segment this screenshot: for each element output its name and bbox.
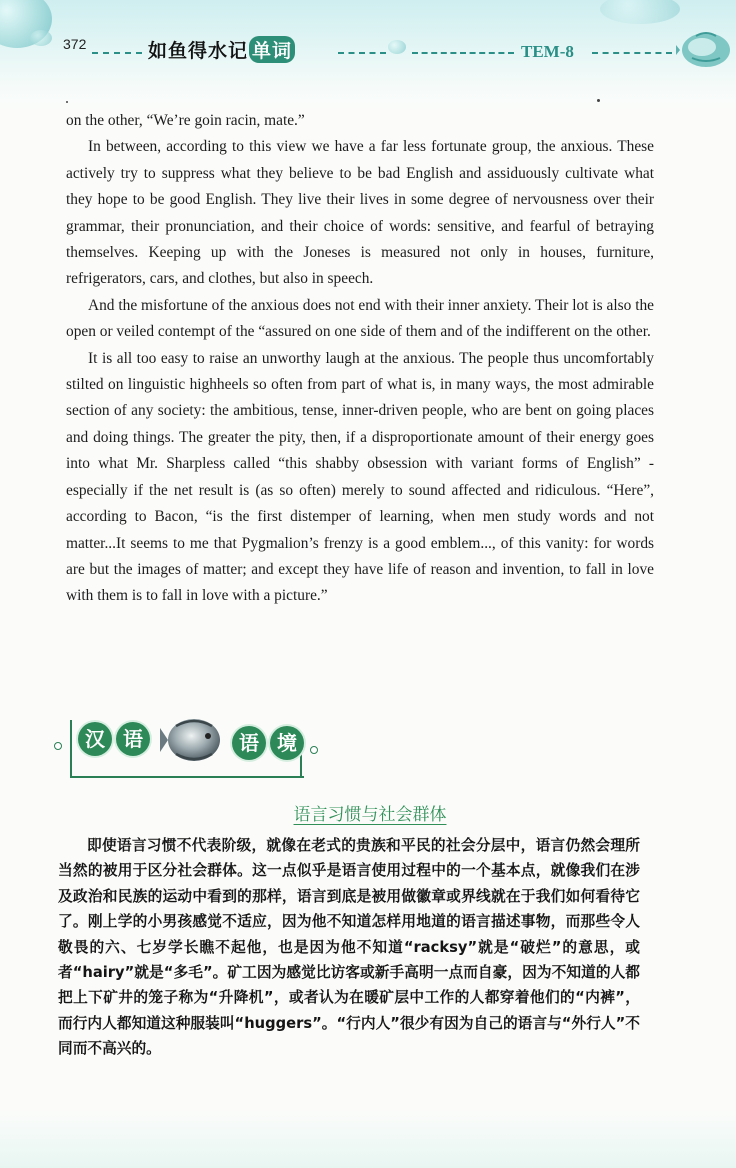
header-divider [592,52,672,56]
book-title-highlight: 单词 [249,36,295,63]
english-paragraph: And the misfortune of the anxious does not end with their inner anxiety. Their lot is also the open or veiled contempt of the “assured on one side of them and of the indifferent on the other. [66,296,654,341]
decorative-bubble [30,30,52,46]
chinese-section-title: 语言习惯与社会群体 [293,805,447,825]
english-paragraph: on the other, “We’re goin racin, mate.” [66,112,305,129]
decorative-bubble [600,0,680,24]
banner-char: 语 [232,726,266,760]
header-divider [412,52,514,56]
fish-icon [676,28,734,72]
book-title-main: 如鱼得水记 [148,40,249,62]
header-divider [92,52,142,56]
english-paragraph: In between, according to this view we have a far less fortunate group, the anxious. These actively try to suppress what they believe to be bad English and assiduously cultivate what they hope to be good English. They live their lives in some degree of nervousness over their grammar, their pronunciation, and their choice of words: sensitive, and fearful of betraying themselves. Keeping up with the Joneses is measured not only in houses, furniture, refrigerators, cars, and clothes, but also in speech. [66,138,654,288]
print-speck [597,99,600,102]
print-speck [66,101,68,103]
banner-char: 汉 [78,722,112,756]
decorative-bubble [388,40,406,54]
english-passage [66,108,654,610]
book-title [148,36,295,63]
chinese-paragraph: 即使语言习惯不代表阶级，就像在老式的贵族和平民的社会分层中，语言仍然会理所当然的被用于区分社会群体。这一点似乎是语言使用过程中的一个基本点，就像我们在涉及政治和民族的运动中看到的那样，语言到底是被用做徽章或界线就在于我们如何看待它了。刚上学的小男孩感觉不适应，因为他不知道怎样用地道的语言描述事物，而那些令人敬畏的六、七岁学长瞧不起他，也是因为他不知道“racksy”就是“破烂”的意思，或者“hairy”就是“多毛”。矿工因为感觉比访客或新手高明一点而自豪，因为不知道的人都把上下矿井的笼子称为“升降机”，或者认为在暖矿层中工作的人都穿着他们的“内裤”，而行内人都知道这种服装叫“huggers”。“行内人”很少有因为自己的语言与“外行人”不同而不高兴的。 [58,837,640,1058]
fish-icon [160,712,224,766]
banner-dot [54,742,62,750]
page-header [0,0,736,110]
english-paragraph: It is all too easy to raise an unworthy laugh at the anxious. The people thus uncomfortably stilted on linguistic highheels so often from part of what is, in many ways, the most admirable section of any society: the ambitious, tense, inner-driven people, who are bent on going places and doing things. The greater the pity, then, if a disproportionate amount of their energy goes into what Mr. Sharpless called “this shabby obsession with variant forms of English” -especially if the net result is (as so often) merely to sound affected and ridiculous. “Here”, according to Bacon, “is the first distemper of learning, when men study words and not matter...It seems to me that Pygmalion’s frenzy is a good emblem..., of this vanity: for words are but the images of matter; and except they have life of reason and invention, to fall in love with them is to fall in love with a picture.” [66,349,654,605]
page-bottom-decoration [0,1110,736,1168]
page-number: 372 [63,36,87,52]
banner-char: 境 [270,726,304,760]
header-divider [338,52,386,56]
chinese-passage [58,833,640,1062]
exam-label: TEM-8 [521,42,574,61]
section-banner [52,712,342,782]
banner-char: 语 [116,722,150,756]
banner-dot [310,746,318,754]
